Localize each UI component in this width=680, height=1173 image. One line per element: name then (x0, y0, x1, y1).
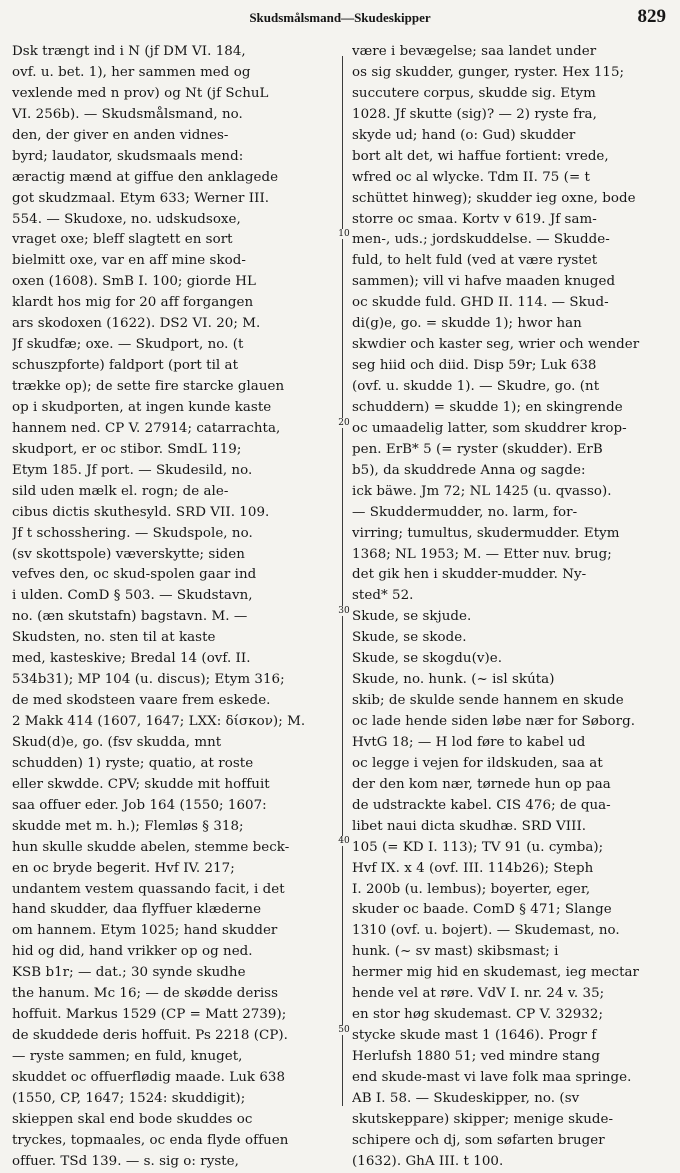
text-line: succutere corpus, skudde sig. Etym (352, 85, 596, 101)
text-line: sted* 52. (352, 588, 414, 604)
text-line: pen. ErB* 5 (= ryster (skudder). ErB (352, 441, 603, 457)
text-line: skwdier och kaster seg, wrier och wender (352, 337, 640, 353)
text-line: hunk. (~ sv mast) skibsmast; i (352, 944, 559, 960)
text-line: saa offuer eder. Job 164 (1550; 1607: (12, 797, 267, 813)
text-line: sammen); vill vi hafve maaden knuged (352, 274, 616, 290)
text-line: got skudzmaal. Etym 633; Werner III. (12, 190, 270, 206)
text-line: seg hiid och diid. Disp 59r; Luk 638 (352, 358, 597, 374)
column-divider (342, 56, 343, 1106)
text-line: (1550, CP, 1647; 1524: skuddigit); (12, 1090, 246, 1106)
text-line: trække op); de sette fire starcke glauen (12, 379, 285, 394)
text-line: ovf. u. bet. 1), her sammen med og (12, 64, 251, 80)
text-line: hun skulle skudde abelen, stemme beck- (12, 839, 290, 855)
text-line: schuddern) = skudde 1); en skingrende (352, 399, 623, 415)
text-line: — ryste sammen; en fuld, knuget, (12, 1049, 243, 1064)
text-line: Skude, se skode. (352, 630, 467, 646)
line-number: 20 (336, 418, 352, 428)
text-line: 1368; NL 1953; M. — Etter nuv. brug; (352, 546, 612, 562)
text-line: vefves den, oc skud-spolen gaar ind (12, 567, 257, 583)
text-line: vraget oxe; bleff slagtett en sort (12, 232, 233, 248)
text-line: hand skudder, daa flyffuer klæderne (12, 902, 262, 918)
line-number: 10 (336, 229, 352, 239)
text-line: de udstrackte kabel. CIS 476; de qua- (352, 797, 611, 813)
line-number: 50 (336, 1025, 352, 1035)
text-line: undantem vestem quassando facit, i det (12, 881, 285, 897)
text-line: (1632). GhA III. t 100. (352, 1153, 504, 1169)
text-line: — Skuddermudder, no. larm, for- (352, 504, 578, 520)
text-line: Skud(d)e, go. (fsv skudda, mnt (12, 734, 222, 750)
text-line: (ovf. u. skudde 1). — Skudre, go. (nt (352, 379, 600, 394)
text-line: bielmitt oxe, var en aff mine skod- (12, 253, 246, 269)
text-line: skieppen skal end bode skuddes oc (12, 1111, 253, 1127)
text-line: Herlufsh 1880 51; ved mindre stang (352, 1049, 600, 1064)
text-line: 1028. Jf skutte (sig)? — 2) ryste fra, (352, 106, 597, 122)
text-line: en stor høg skudemast. CP V. 32932; (352, 1007, 604, 1023)
text-line: det gik hen i skudder-mudder. Ny- (352, 567, 587, 583)
text-line: schudden) 1) ryste; quatio, at roste (12, 755, 254, 771)
text-line: stycke skude mast 1 (1646). Progr f (352, 1028, 597, 1044)
text-line: oc skudde fuld. GHD II. 114. — Skud- (352, 295, 609, 311)
text-line: klardt hos mig for 20 aff forgangen (12, 295, 254, 311)
text-line: men-, uds.; jordskuddelse. — Skudde- (352, 232, 610, 248)
text-line: ick bäwe. Jm 72; NL 1425 (u. qvasso). (352, 483, 612, 499)
text-line: Dsk trængt ind i N (jf DM VI. 184, (12, 44, 246, 59)
text-line: hid og did, hand vrikker op og ned. (12, 944, 253, 960)
text-line: di(g)e, go. = skudde 1); hwor han (352, 316, 582, 332)
text-line: hannem ned. CP V. 27914; catarrachta, (12, 420, 281, 436)
text-line: eller skwdde. CPV; skudde mit hoffuit (12, 776, 270, 792)
text-line: skudde met m. h.); Flemløs § 318; (12, 818, 244, 834)
text-line: være i bevægelse; saa landet under (352, 44, 597, 59)
left-column (12, 42, 334, 1169)
text-line: no. (æn skutstafn) bagstavn. M. — (12, 609, 248, 625)
text-line: der den kom nær, tørnede hun op paa (352, 776, 611, 792)
text-line: om hannem. Etym 1025; hand skudder (12, 923, 278, 939)
text-line: hermer mig hid en skudemast, ieg mectar (352, 965, 640, 981)
text-line: AB I. 58. — Skudeskipper, no. (sv (352, 1090, 580, 1106)
text-line: oc legge i vejen for ildskuden, saa at (352, 755, 603, 771)
text-line: VI. 256b). — Skudsmålsmand, no. (12, 106, 243, 122)
text-line: ars skodoxen (1622). DS2 VI. 20; M. (12, 316, 261, 332)
text-line: libet naui dicta skudhæ. SRD VIII. (352, 818, 587, 834)
text-line: byrd; laudator, skudsmaals mend: (12, 148, 244, 164)
text-line: schüttet hinweg); skudder ieg oxne, bode (352, 190, 636, 206)
text-line: 105 (= KD I. 113); TV 91 (u. cymba); (352, 839, 604, 855)
text-line: skib; de skulde sende hannem en skude (352, 693, 624, 709)
text-line: Skude, se skjude. (352, 609, 472, 625)
line-number: 30 (336, 606, 352, 616)
text-line: i ulden. ComD § 503. — Skudstavn, (12, 588, 253, 604)
text-line: 534b31); MP 104 (u. discus); Etym 316; (12, 672, 285, 688)
text-line: 554. — Skudoxe, no. udskudsoxe, (12, 211, 241, 227)
text-line: Etym 185. Jf port. — Skudesild, no. (12, 462, 253, 478)
right-column (352, 42, 670, 1169)
text-line: bort alt det, wi haffue fortient: vrede, (352, 148, 609, 164)
text-line: op i skudporten, at ingen kunde kaste (12, 399, 272, 415)
text-line: 2 Makk 414 (1607, 1647; LXX: δίσκον); M. (12, 714, 306, 729)
text-line: Skude, no. hunk. (~ isl skúta) (352, 672, 555, 688)
text-line: de med skodsteen vaare frem eskede. (12, 693, 271, 709)
text-line: Jf t schosshering. — Skudspole, no. (12, 525, 253, 541)
text-line: sild uden mælk el. rogn; de ale- (12, 483, 229, 499)
text-line: Jf skudfæ; oxe. — Skudport, no. (t (12, 337, 244, 353)
text-line: skudport, er oc stibor. SmdL 119; (12, 441, 242, 457)
text-line: Skude, se skogdu(v)e. (352, 651, 503, 667)
text-line: oc umaadelig latter, som skuddrer krop- (352, 420, 627, 436)
text-line: skyde ud; hand (o: Gud) skudder (352, 127, 576, 143)
text-line: Hvf IX. x 4 (ovf. III. 114b26); Steph (352, 860, 594, 876)
text-line: den, der giver en anden vidnes- (12, 127, 229, 143)
text-line: med, kasteskive; Bredal 14 (ovf. II. (12, 651, 251, 667)
text-line: I. 200b (u. lembus); boyerter, eger, (352, 881, 591, 897)
text-line: Skudsten, no. sten til at kaste (12, 630, 216, 646)
text-line: virring; tumultus, skudermudder. Etym (352, 525, 620, 541)
text-line: skutskeppare) skipper; menige skude- (352, 1111, 614, 1127)
text-line: cibus dictis skuthesyld. SRD VII. 109. (12, 504, 270, 520)
text-line: hoffuit. Markus 1529 (CP = Matt 2739); (12, 1007, 287, 1023)
text-line: wfred oc al wlycke. Tdm II. 75 (= t (352, 169, 590, 185)
text-line: schipere och dj, som søfarten bruger (352, 1132, 605, 1148)
text-line: schuszpforte) faldport (port til at (12, 358, 239, 374)
text-line: KSB b1r; — dat.; 30 synde skudhe (12, 965, 246, 981)
text-line: skuder oc baade. ComD § 471; Slange (352, 902, 612, 918)
text-line: skuddet oc offuerflødig maade. Luk 638 (12, 1069, 286, 1085)
text-line: HvtG 18; — H lod føre to kabel ud (352, 734, 586, 750)
text-line: de skuddede deris hoffuit. Ps 2218 (CP). (12, 1028, 288, 1044)
text-line: storre oc smaa. Kortv v 619. Jf sam- (352, 211, 597, 227)
text-line: tryckes, topmaales, oc enda flyde offuen (12, 1132, 289, 1148)
text-line: oc lade hende siden løbe nær for Søborg. (352, 714, 636, 729)
text-line: fuld, to helt fuld (ved at være rystet (352, 253, 598, 269)
text-line: hende vel at røre. VdV I. nr. 24 v. 35; (352, 986, 605, 1002)
line-number: 40 (336, 836, 352, 846)
running-head: Skudsmålsmand—Skudeskipper (249, 10, 431, 25)
text-line: b5), da skuddrede Anna og sagde: (352, 462, 586, 478)
page-number: 829 (637, 6, 666, 27)
text-line: end skude-mast vi lave folk maa springe. (352, 1069, 632, 1085)
text-line: (sv skottspole) væverskytte; siden (12, 546, 245, 562)
page-header (0, 6, 680, 32)
text-line: vexlende med n prov) og Nt (jf SchuL (12, 85, 269, 101)
text-line: en oc bryde begerit. Hvf IV. 217; (12, 860, 235, 876)
text-line: offuer. TSd 139. — s. sig o: ryste, (12, 1153, 239, 1169)
text-line: 1310 (ovf. u. bojert). — Skudemast, no. (352, 923, 620, 939)
text-line: æractig mænd at giffue den anklagede (12, 169, 279, 185)
text-line: the hanum. Mc 16; — de skødde deriss (12, 986, 279, 1002)
text-line: oxen (1608). SmB I. 100; giorde HL (12, 274, 256, 290)
text-line: os sig skudder, gunger, ryster. Hex 115; (352, 64, 625, 80)
